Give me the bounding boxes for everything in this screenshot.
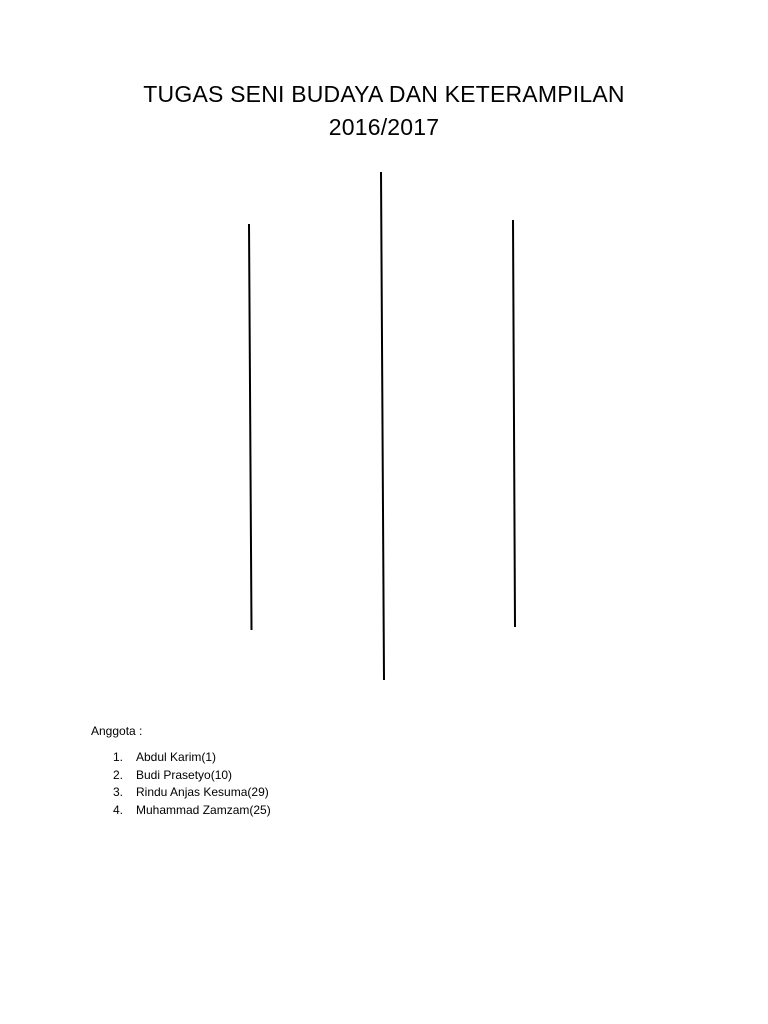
vertical-line-left bbox=[249, 224, 252, 630]
list-item bbox=[113, 749, 271, 767]
list-item-name: Budi Prasetyo(10) bbox=[136, 767, 233, 782]
list-item-name: Muhammad Zamzam(25) bbox=[136, 802, 271, 817]
list-item-number: 2. bbox=[113, 767, 124, 782]
list-item bbox=[113, 784, 271, 802]
list-item-number: 1. bbox=[113, 750, 124, 764]
list-item-number: 3. bbox=[113, 785, 124, 799]
members-label: Anggota : bbox=[91, 724, 143, 738]
page-title: TUGAS SENI BUDAYA DAN KETERAMPILAN bbox=[143, 81, 625, 107]
list-item bbox=[113, 802, 271, 820]
list-item-name: Rindu Anjas Kesuma(29) bbox=[136, 785, 269, 799]
members-list bbox=[113, 749, 271, 819]
list-item-name: Abdul Karim(1) bbox=[136, 750, 217, 764]
list-item bbox=[113, 767, 271, 785]
page-subtitle-year: 2016/2017 bbox=[328, 114, 440, 140]
list-item-number: 4. bbox=[113, 802, 124, 817]
vertical-line-center bbox=[381, 172, 384, 680]
vertical-line-right bbox=[513, 220, 515, 627]
